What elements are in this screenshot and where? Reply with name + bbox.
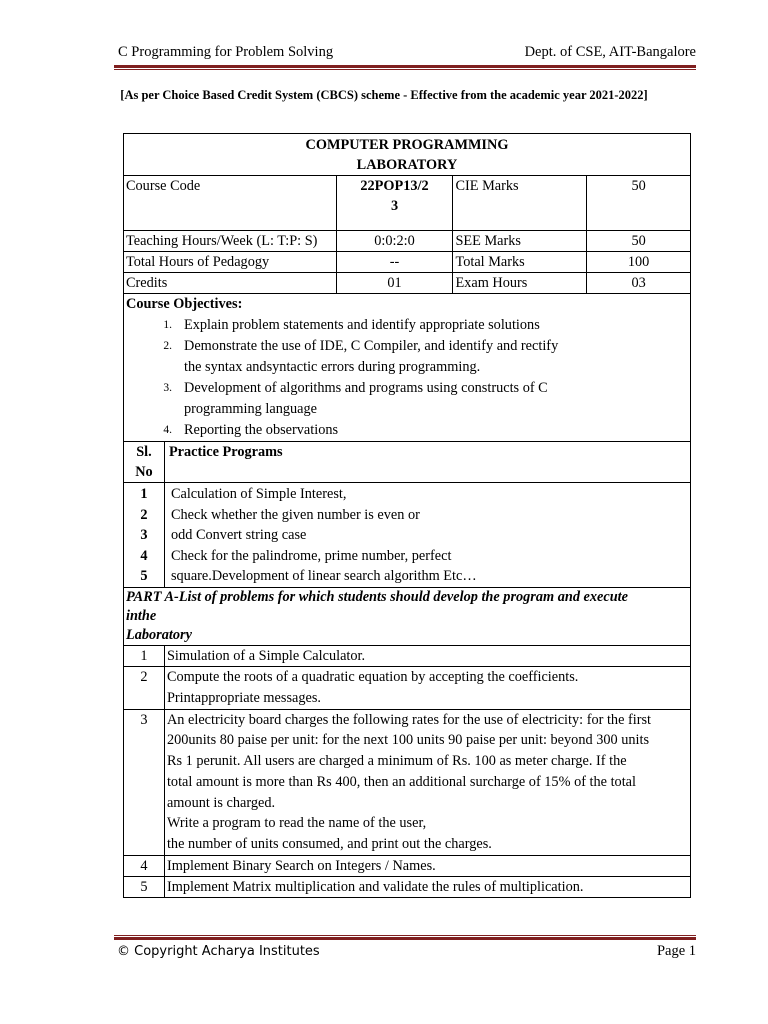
part-a-row xyxy=(124,709,691,856)
part-a-problem: Simulation of a Simple Calculator. xyxy=(164,645,690,666)
footer-rule-thin xyxy=(114,935,696,936)
see-marks-label: SEE Marks xyxy=(453,231,587,252)
objectives-row xyxy=(124,294,691,442)
practice-line: Calculation of Simple Interest, xyxy=(170,486,347,502)
credits-row xyxy=(124,273,691,294)
objective-number: 1. xyxy=(163,319,172,331)
part-a-number: 2 xyxy=(124,666,165,709)
course-title-row xyxy=(124,134,691,176)
footer-page-number: Page 1 xyxy=(656,943,696,959)
scheme-note: [As per Choice Based Credit System (CBCS) scheme - Effective from the academic year 2021-2022] xyxy=(120,88,648,102)
practice-line: square.Development of linear search algorithm Etc… xyxy=(170,568,477,584)
part-a-number: 1 xyxy=(124,645,165,666)
part-a-number: 3 xyxy=(124,709,165,856)
objective-text: Reporting the observations xyxy=(184,422,339,438)
part-a-problem: Compute the roots of a quadratic equation by accepting the coefficients. Printappropriate messages. xyxy=(164,666,690,709)
part-a-problem: An electricity board charges the following rates for the use of electricity: for the first 200units 80 paise per unit: for the next 100 units 90 paise per unit: beyond 300 units Rs 1 perunit. All users are charged a minimum of Rs. 100 as meter charge. If the total amount is more than Rs 400, then an additional surcharge of 15% of the total amount is charged. Write a program to read the name of the user, the number of units consumed, and print out the charges. xyxy=(164,709,690,856)
credits-value: 01 xyxy=(336,273,453,294)
objective-number: 4. xyxy=(163,424,172,436)
objective-text: Explain problem statements and identify appropriate solutions xyxy=(184,317,540,333)
part-a-row xyxy=(124,856,691,877)
teaching-hours-label: Teaching Hours/Week (L: T:P: S) xyxy=(124,231,337,252)
total-marks-label: Total Marks xyxy=(453,252,587,273)
part-a-row xyxy=(124,645,691,666)
exam-hours-label: Exam Hours xyxy=(453,273,587,294)
part-a-problem: Implement Binary Search on Integers / Names. xyxy=(164,856,690,877)
course-code-value: 22POP13/2 3 xyxy=(336,176,453,231)
teaching-hours-value: 0:0:2:0 xyxy=(336,231,453,252)
header-course-title: C Programming for Problem Solving xyxy=(118,44,334,60)
practice-line: odd Convert string case xyxy=(170,527,307,543)
pedagogy-row xyxy=(124,252,691,273)
objective-text: Development of algorithms and programs using constructs of C xyxy=(184,380,548,396)
cie-marks-value: 50 xyxy=(587,176,691,231)
part-a-number: 5 xyxy=(124,877,165,898)
header-department: Dept. of CSE, AIT-Bangalore xyxy=(524,44,696,60)
objective-item xyxy=(146,378,688,420)
objectives-list xyxy=(126,315,688,441)
part-a-problem: Implement Matrix multiplication and validate the rules of multiplication. xyxy=(164,877,690,898)
course-code-label: Course Code xyxy=(124,176,337,231)
objectives-heading: Course Objectives: xyxy=(126,296,243,312)
exam-hours-value: 03 xyxy=(587,273,691,294)
part-a-row xyxy=(124,877,691,898)
objective-text: programming language xyxy=(184,401,318,417)
footer-copyright: © Copyright Acharya Institutes xyxy=(117,944,320,959)
footer-rule xyxy=(114,937,696,940)
pedagogy-value: -- xyxy=(336,252,453,273)
syllabus-table xyxy=(123,133,691,898)
objective-text: the syntax andsyntactic errors during programming. xyxy=(184,359,481,375)
practice-line: Check for the palindrome, prime number, perfect xyxy=(170,547,452,564)
objective-number: 3. xyxy=(163,382,172,394)
part-a-row xyxy=(124,666,691,709)
objective-item xyxy=(146,315,688,336)
sl-no-header: Sl. No xyxy=(124,442,165,483)
objective-number: 2. xyxy=(163,340,172,352)
objective-text: Demonstrate the use of IDE, C Compiler, and identify and rectify xyxy=(184,338,559,354)
part-a-number: 4 xyxy=(124,856,165,877)
objective-item xyxy=(146,336,688,378)
credits-label: Credits xyxy=(124,273,337,294)
pedagogy-label: Total Hours of Pedagogy xyxy=(124,252,337,273)
header-rule-thin xyxy=(114,69,696,70)
see-marks-value: 50 xyxy=(587,231,691,252)
course-title: COMPUTER PROGRAMMING LABORATORY xyxy=(124,134,691,176)
course-objectives xyxy=(124,294,691,442)
part-a-heading: PART A-List of problems for which students should develop the program and execute inthe Laboratory xyxy=(124,587,691,645)
practice-line: Check whether the given number is even or xyxy=(170,506,420,523)
cie-marks-label: CIE Marks xyxy=(453,176,587,231)
header-rule xyxy=(114,65,696,68)
total-marks-value: 100 xyxy=(587,252,691,273)
course-code-row xyxy=(124,176,691,231)
part-a-heading-row xyxy=(124,587,691,645)
practice-programs-heading: Practice Programs xyxy=(164,442,690,483)
teaching-hours-row xyxy=(124,231,691,252)
practice-programs-list xyxy=(164,483,690,588)
objective-item xyxy=(146,420,688,441)
practice-programs-row xyxy=(124,483,691,588)
practice-header-row xyxy=(124,442,691,483)
practice-numbers: 1 2 3 4 5 xyxy=(124,483,165,588)
